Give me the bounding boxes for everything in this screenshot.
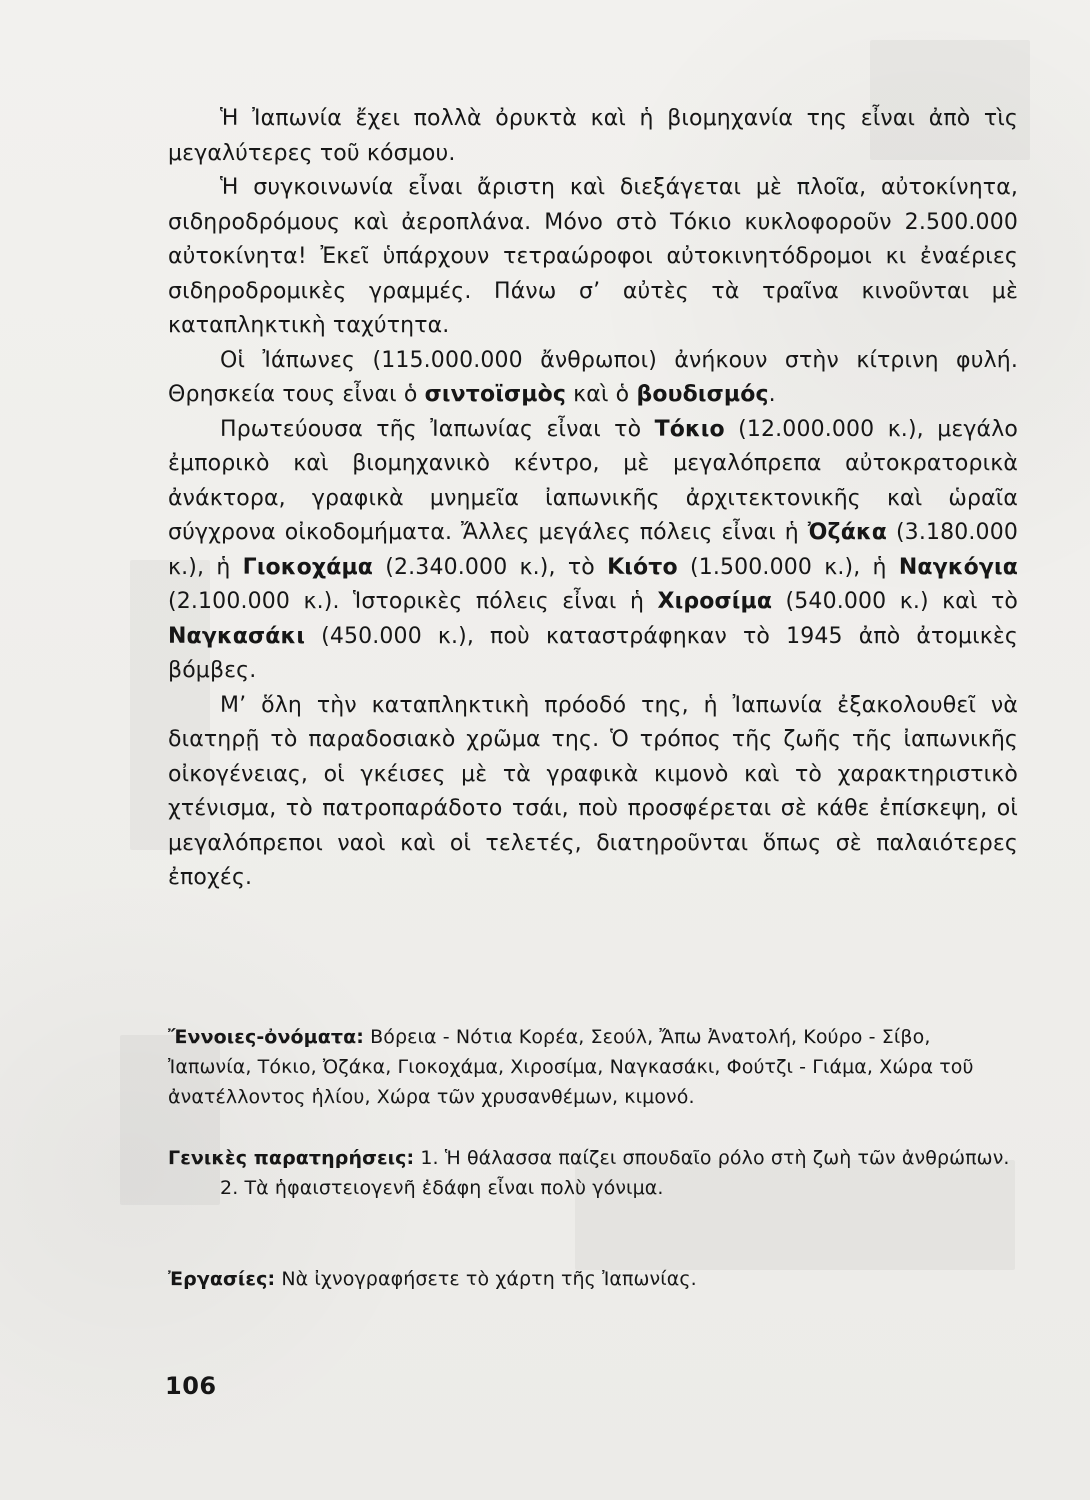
general-observations-line-1 [168,1143,1018,1173]
bold-city-nagasaki: Ναγκασάκι [168,623,306,649]
bold-city-yokohama: Γιοκοχάμα [242,554,374,580]
main-text-block [168,102,1018,896]
general-observations-title: Γενικὲς παρατηρήσεις: [168,1147,415,1169]
bold-city-hiroshima: Χιροσίμα [657,589,773,614]
general-observation-1: 1. Ἡ θάλασσα παίζει σπουδαῖο ρόλο στὴ ζωὴ τῶν ἀνθρώπων. [414,1147,1010,1169]
text-segment: . [768,382,776,407]
paragraph-minerals-industry: Ἡ Ἰαπωνία ἔχει πολλὰ ὀρυκτὰ καὶ ἡ βιομηχανία της εἶναι ἀπὸ τὶς μεγαλύτερες τοῦ κόσμου. [168,106,1018,166]
general-observation-2: 2. Τὰ ἡφαιστειογενῆ ἐδάφη εἶναι πολὺ γόνιμα. [220,1177,664,1199]
page-number: 106 [165,1372,217,1400]
paragraph-population-religion [168,344,1018,413]
text-segment: (540.000 κ.) καὶ τὸ [772,589,1018,614]
text-segment: (2.340.000 κ.), τὸ [373,554,608,580]
bold-city-osaka: Ὀζάκα [807,520,888,545]
text-segment: Πρωτεύουσα τῆς Ἰαπωνίας εἶναι τὸ [220,416,655,442]
general-observations-note [168,1143,1018,1203]
concepts-title: Ἔννοιες-ὀνόματα: [168,1026,364,1048]
text-segment: (450.000 κ.), ποὺ καταστράφηκαν τὸ 1945 ἀπὸ ἀτομικὲς βόμβες. [168,623,1018,683]
paragraph-transport: Ἡ συγκοινωνία εἶναι ἄριστη καὶ διεξάγεται μὲ πλοῖα, αὐτοκίνητα, σιδηροδρόμους καὶ ἀεροπλάνα. Μόνο στὸ Τόκιο κυκλοφοροῦν 2.500.000 αὐτοκίνητα! Ἐκεῖ ὑπάρχουν τετραώροφοι αὐτοκινητόδρομοι κι ἐναέριες σιδηροδρομικὲς γραμμές. Πάνω σ’ αὐτὲς τὰ τραῖνα κινοῦνται μὲ καταπληκτικὴ ταχύτητα. [168,175,1018,338]
tasks-text: Νὰ ἰχνογραφήσετε τὸ χάρτη τῆς Ἰαπωνίας. [275,1268,697,1290]
tasks-note [168,1264,1018,1294]
paragraph-traditions: Μ’ ὅλη τὴν καταπληκτικὴ πρόοδό της, ἡ Ἰαπωνία ἐξακολουθεῖ νὰ διατηρῇ τὸ παραδοσιακὸ χρῶμα της. Ὁ τρόπος τῆς ζωῆς τῆς ἰαπωνικῆς οἰκογένειας, οἱ γκέισες μὲ τὰ γραφικὰ κιμονὸ καὶ τὸ χαρακτηριστικὸ χτένισμα, τὸ πατροπαράδοτο τσάι, ποὺ προσφέρεται σὲ κάθε ἐπίσκεψη, οἱ μεγαλόπρεποι ναοὶ καὶ οἱ τελετές, διατηροῦνται ὅπως σὲ παλαιότερες ἐποχές. [168,692,1018,890]
bold-term-shinto: σιντοϊσμὸς [424,382,567,407]
text-segment: (1.500.000 κ.), ἡ [677,554,899,580]
paragraph-cities [168,413,1018,689]
text-segment: Οἱ Ἰάπωνες (115.000.000 ἄνθρωποι) ἀνήκουν στὴν κίτρινη φυλή. Θρησκεία τους εἶναι ὁ [168,347,1018,407]
bold-term-buddhism: βουδισμός [636,382,769,407]
bold-city-tokyo: Τόκιο [654,416,725,442]
tasks-title: Ἐργασίες: [168,1268,276,1290]
concepts-note [168,1022,1018,1112]
bold-city-nagoya: Ναγκόγια [898,554,1019,580]
text-segment: (2.100.000 κ.). Ἱστορικὲς πόλεις εἶναι ἡ [168,589,658,614]
text-segment: (3.180.000 κ.), ἡ [168,520,1018,580]
text-segment: (12.000.000 κ.), μεγάλο ἐμπορικὸ καὶ βιομηχανικὸ κέντρο, μὲ μεγαλόπρεπα αὐτοκρατορικὰ ἀνάκτορα, γραφικὰ μνημεῖα ἰαπωνικῆς ἀρχιτεκτονικῆς καὶ ὡραῖα σύγχρονα οἰκοδομήματα. Ἄλλες μεγάλες πόλεις εἶναι ἡ [168,416,1018,545]
text-segment: καὶ ὁ [566,382,637,407]
concepts-text: Βόρεια - Νότια Κορέα, Σεούλ, Ἄπω Ἀνατολή, Κούρο - Σίβο, Ἰαπωνία, Τόκιο, Ὀζάκα, Γιοκοχάμα, Χιροσίμα, Ναγκασάκι, Φούτζι - Γιάμα, Χώρα τοῦ ἀνατέλλοντος ἡλίου, Χώρα τῶν χρυσανθέμων, κιμονό. [168,1026,974,1108]
bold-city-kyoto: Κιότο [607,554,678,580]
